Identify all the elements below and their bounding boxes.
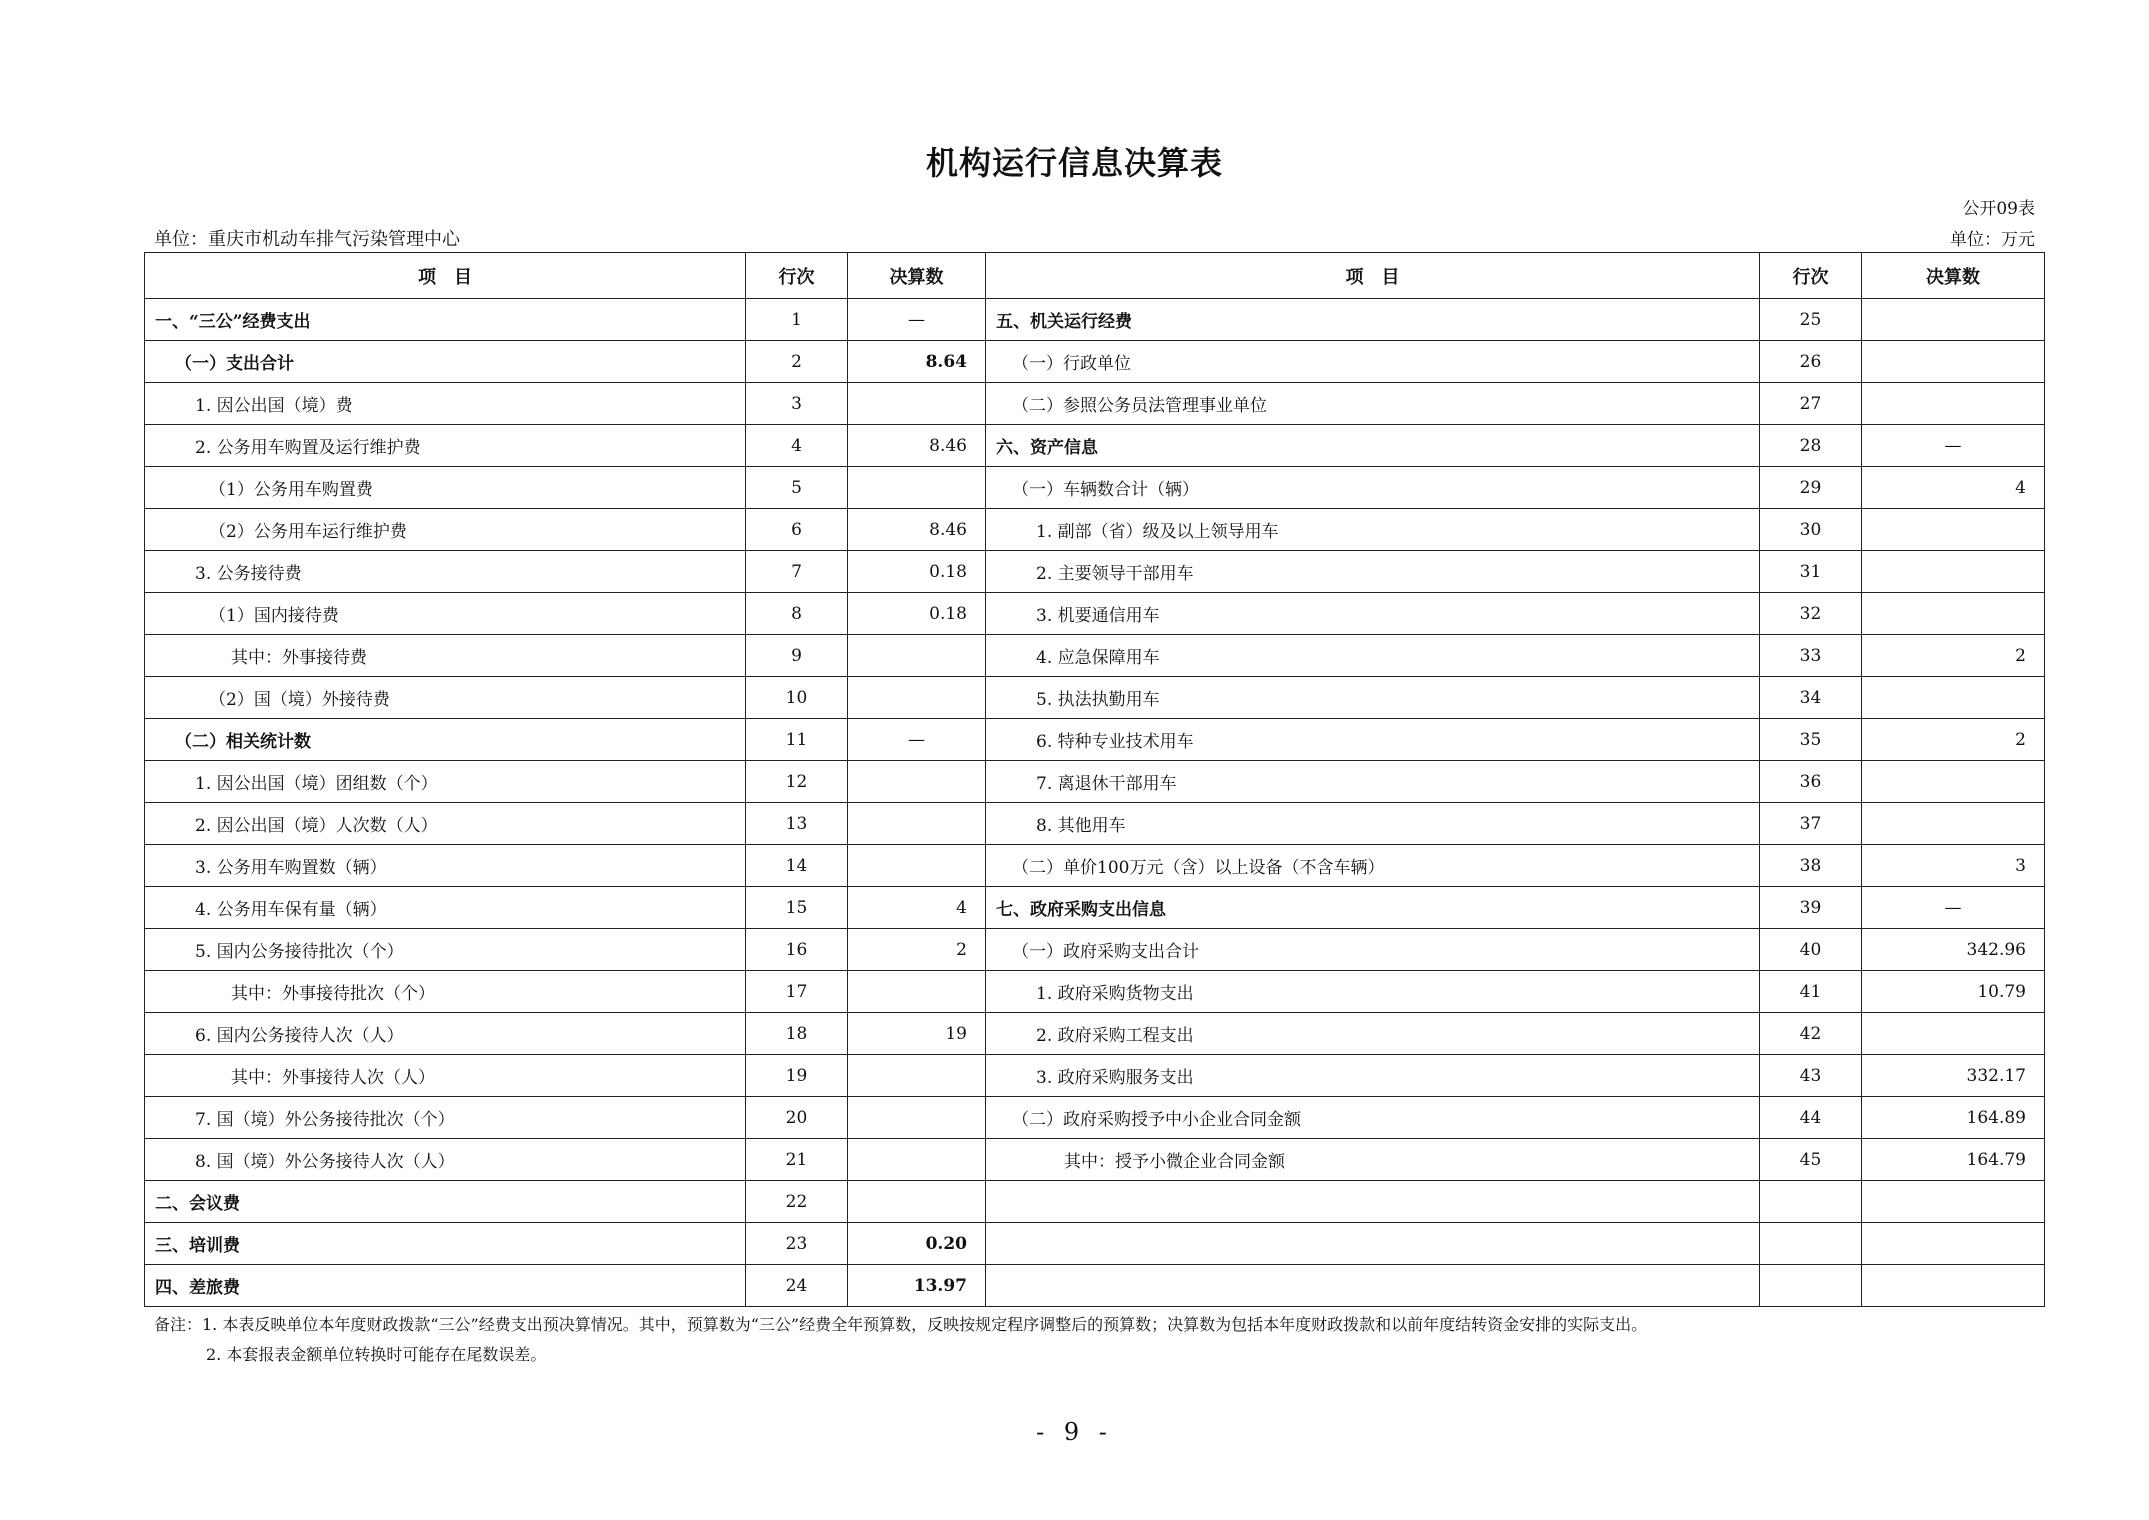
header-left-amount: 决算数 (848, 253, 986, 299)
left-amount-cell (848, 1097, 986, 1139)
table-row (145, 383, 2045, 425)
left-amount-cell: 19 (848, 1013, 986, 1055)
left-item-cell: 其中：外事接待人次（人） (145, 1055, 746, 1097)
right-item-cell: 2. 主要领导干部用车 (986, 551, 1760, 593)
right-row-number-cell (1760, 1265, 1862, 1307)
right-item-cell: （一）行政单位 (986, 341, 1760, 383)
right-amount-cell (1862, 1223, 2045, 1265)
table-row (145, 971, 2045, 1013)
left-amount-cell: 8.64 (848, 341, 986, 383)
left-row-number-cell: 21 (746, 1139, 848, 1181)
right-row-number-cell: 29 (1760, 467, 1862, 509)
left-item-cell: 8. 国（境）外公务接待人次（人） (145, 1139, 746, 1181)
right-item-cell: 6. 特种专业技术用车 (986, 719, 1760, 761)
left-item-cell: 1. 因公出国（境）费 (145, 383, 746, 425)
right-item-cell: 4. 应急保障用车 (986, 635, 1760, 677)
table-row (145, 1097, 2045, 1139)
note-2: 2. 本套报表金额单位转换时可能存在尾数误差。 (206, 1345, 547, 1364)
right-row-number-cell: 45 (1760, 1139, 1862, 1181)
left-amount-cell (848, 635, 986, 677)
table-row (145, 929, 2045, 971)
left-item-cell: 3. 公务用车购置数（辆） (145, 845, 746, 887)
right-row-number-cell: 37 (1760, 803, 1862, 845)
right-item-cell: （二）政府采购授予中小企业合同金额 (986, 1097, 1760, 1139)
left-item-cell: （1）公务用车购置费 (145, 467, 746, 509)
right-row-number-cell: 27 (1760, 383, 1862, 425)
table-row (145, 509, 2045, 551)
reporting-unit: 单位：重庆市机动车排气污染管理中心 (154, 229, 460, 250)
left-row-number-cell: 19 (746, 1055, 848, 1097)
header-right-item: 项 目 (986, 253, 1760, 299)
left-item-cell: 二、会议费 (145, 1181, 746, 1223)
left-item-cell: 一、“三公”经费支出 (145, 299, 746, 341)
left-row-number-cell: 17 (746, 971, 848, 1013)
left-row-number-cell: 13 (746, 803, 848, 845)
table-row (145, 425, 2045, 467)
left-row-number-cell: 4 (746, 425, 848, 467)
left-amount-cell (848, 761, 986, 803)
table-row (145, 635, 2045, 677)
left-row-number-cell: 12 (746, 761, 848, 803)
right-item-cell (986, 1265, 1760, 1307)
right-amount-cell (1862, 803, 2045, 845)
right-amount-cell: 2 (1862, 635, 2045, 677)
table-row (145, 299, 2045, 341)
left-amount-cell (848, 1055, 986, 1097)
right-row-number-cell: 42 (1760, 1013, 1862, 1055)
notes (154, 1310, 1647, 1370)
right-row-number-cell: 26 (1760, 341, 1862, 383)
left-item-cell: （一）支出合计 (145, 341, 746, 383)
right-row-number-cell: 44 (1760, 1097, 1862, 1139)
left-item-cell: 2. 公务用车购置及运行维护费 (145, 425, 746, 467)
left-amount-cell: 0.18 (848, 551, 986, 593)
left-row-number-cell: 2 (746, 341, 848, 383)
left-item-cell: （2）国（境）外接待费 (145, 677, 746, 719)
right-row-number-cell: 40 (1760, 929, 1862, 971)
right-amount-cell: — (1862, 425, 2045, 467)
right-row-number-cell: 39 (1760, 887, 1862, 929)
left-amount-cell: 0.20 (848, 1223, 986, 1265)
left-amount-cell (848, 803, 986, 845)
table-row (145, 1181, 2045, 1223)
table-row (145, 593, 2045, 635)
right-item-cell: 五、机关运行经费 (986, 299, 1760, 341)
left-amount-cell: — (848, 299, 986, 341)
table-row (145, 467, 2045, 509)
table-row (145, 761, 2045, 803)
note-1: 备注：1. 本表反映单位本年度财政拨款“三公”经费支出预决算情况。其中，预算数为“三公”经费全年预算数，反映按规定程序调整后的预算数；决算数为包括本年度财政拨款和以前年度结转资金安排的实际支出。 (154, 1315, 1648, 1334)
left-amount-cell: 8.46 (848, 425, 986, 467)
left-row-number-cell: 22 (746, 1181, 848, 1223)
right-amount-cell (1862, 341, 2045, 383)
right-amount-cell: 164.89 (1862, 1097, 2045, 1139)
table-row (145, 845, 2045, 887)
left-amount-cell (848, 1139, 986, 1181)
left-row-number-cell: 8 (746, 593, 848, 635)
left-amount-cell (848, 383, 986, 425)
left-row-number-cell: 10 (746, 677, 848, 719)
right-amount-cell: 2 (1862, 719, 2045, 761)
right-amount-cell (1862, 383, 2045, 425)
right-amount-cell: 342.96 (1862, 929, 2045, 971)
table-row (145, 1265, 2045, 1307)
left-item-cell: （2）公务用车运行维护费 (145, 509, 746, 551)
left-amount-cell (848, 971, 986, 1013)
right-item-cell: 1. 副部（省）级及以上领导用车 (986, 509, 1760, 551)
right-item-cell: （二）单价100万元（含）以上设备（不含车辆） (986, 845, 1760, 887)
right-amount-cell: 164.79 (1862, 1139, 2045, 1181)
left-item-cell: 3. 公务接待费 (145, 551, 746, 593)
left-row-number-cell: 18 (746, 1013, 848, 1055)
header-right-amount: 决算数 (1862, 253, 2045, 299)
left-row-number-cell: 3 (746, 383, 848, 425)
page-number: - 9 - (1036, 1418, 1113, 1446)
left-amount-cell (848, 1181, 986, 1223)
left-item-cell: （1）国内接待费 (145, 593, 746, 635)
right-amount-cell (1862, 1265, 2045, 1307)
header-left-row: 行次 (746, 253, 848, 299)
table-row (145, 1013, 2045, 1055)
left-amount-cell (848, 467, 986, 509)
left-item-cell: 5. 国内公务接待批次（个） (145, 929, 746, 971)
right-row-number-cell: 41 (1760, 971, 1862, 1013)
right-amount-cell (1862, 299, 2045, 341)
right-item-cell: （一）政府采购支出合计 (986, 929, 1760, 971)
left-row-number-cell: 24 (746, 1265, 848, 1307)
left-item-cell: （二）相关统计数 (145, 719, 746, 761)
left-item-cell: 三、培训费 (145, 1223, 746, 1265)
left-item-cell: 其中：外事接待批次（个） (145, 971, 746, 1013)
right-amount-cell (1862, 1181, 2045, 1223)
table-row (145, 803, 2045, 845)
left-item-cell: 其中：外事接待费 (145, 635, 746, 677)
right-amount-cell (1862, 677, 2045, 719)
left-row-number-cell: 20 (746, 1097, 848, 1139)
left-item-cell: 6. 国内公务接待人次（人） (145, 1013, 746, 1055)
right-item-cell: 1. 政府采购货物支出 (986, 971, 1760, 1013)
right-amount-cell (1862, 593, 2045, 635)
right-row-number-cell: 28 (1760, 425, 1862, 467)
right-amount-cell (1862, 509, 2045, 551)
right-item-cell (986, 1181, 1760, 1223)
right-item-cell: 8. 其他用车 (986, 803, 1760, 845)
right-amount-cell: 3 (1862, 845, 2045, 887)
left-item-cell: 2. 因公出国（境）人次数（人） (145, 803, 746, 845)
form-number: 公开09表 (1962, 199, 2035, 219)
table-row (145, 551, 2045, 593)
header-left-item: 项 目 (145, 253, 746, 299)
currency-unit: 单位：万元 (1950, 230, 2035, 250)
right-item-cell: 2. 政府采购工程支出 (986, 1013, 1760, 1055)
left-amount-cell: 2 (848, 929, 986, 971)
right-row-number-cell: 38 (1760, 845, 1862, 887)
left-row-number-cell: 7 (746, 551, 848, 593)
settlement-table (144, 252, 2045, 1307)
right-row-number-cell: 36 (1760, 761, 1862, 803)
table-row (145, 887, 2045, 929)
left-row-number-cell: 1 (746, 299, 848, 341)
left-row-number-cell: 9 (746, 635, 848, 677)
right-amount-cell: — (1862, 887, 2045, 929)
right-item-cell: 7. 离退休干部用车 (986, 761, 1760, 803)
left-row-number-cell: 14 (746, 845, 848, 887)
left-item-cell: 4. 公务用车保有量（辆） (145, 887, 746, 929)
right-row-number-cell: 43 (1760, 1055, 1862, 1097)
left-amount-cell: 8.46 (848, 509, 986, 551)
right-row-number-cell: 31 (1760, 551, 1862, 593)
left-amount-cell (848, 677, 986, 719)
right-row-number-cell: 34 (1760, 677, 1862, 719)
left-amount-cell: 13.97 (848, 1265, 986, 1307)
left-amount-cell: 0.18 (848, 593, 986, 635)
right-item-cell: 3. 机要通信用车 (986, 593, 1760, 635)
right-item-cell: 3. 政府采购服务支出 (986, 1055, 1760, 1097)
left-row-number-cell: 11 (746, 719, 848, 761)
left-amount-cell: — (848, 719, 986, 761)
right-item-cell: 六、资产信息 (986, 425, 1760, 467)
right-row-number-cell: 33 (1760, 635, 1862, 677)
right-item-cell: （一）车辆数合计（辆） (986, 467, 1760, 509)
header-right-row: 行次 (1760, 253, 1862, 299)
right-item-cell: （二）参照公务员法管理事业单位 (986, 383, 1760, 425)
left-item-cell: 7. 国（境）外公务接待批次（个） (145, 1097, 746, 1139)
right-row-number-cell: 25 (1760, 299, 1862, 341)
right-amount-cell: 10.79 (1862, 971, 2045, 1013)
table-row (145, 341, 2045, 383)
table-row (145, 719, 2045, 761)
left-row-number-cell: 5 (746, 467, 848, 509)
right-row-number-cell: 32 (1760, 593, 1862, 635)
right-amount-cell (1862, 761, 2045, 803)
right-item-cell (986, 1223, 1760, 1265)
right-amount-cell (1862, 551, 2045, 593)
left-amount-cell (848, 845, 986, 887)
page-title: 机构运行信息决算表 (925, 144, 1223, 182)
right-item-cell: 5. 执法执勤用车 (986, 677, 1760, 719)
left-row-number-cell: 23 (746, 1223, 848, 1265)
right-row-number-cell (1760, 1181, 1862, 1223)
right-amount-cell: 4 (1862, 467, 2045, 509)
right-amount-cell: 332.17 (1862, 1055, 2045, 1097)
right-row-number-cell: 30 (1760, 509, 1862, 551)
left-item-cell: 四、差旅费 (145, 1265, 746, 1307)
left-row-number-cell: 6 (746, 509, 848, 551)
table-row (145, 677, 2045, 719)
left-row-number-cell: 16 (746, 929, 848, 971)
right-row-number-cell: 35 (1760, 719, 1862, 761)
table-row (145, 1223, 2045, 1265)
right-row-number-cell (1760, 1223, 1862, 1265)
table-header-row (145, 253, 2045, 299)
table-row (145, 1055, 2045, 1097)
left-amount-cell: 4 (848, 887, 986, 929)
right-item-cell: 七、政府采购支出信息 (986, 887, 1760, 929)
right-item-cell: 其中：授予小微企业合同金额 (986, 1139, 1760, 1181)
left-item-cell: 1. 因公出国（境）团组数（个） (145, 761, 746, 803)
left-row-number-cell: 15 (746, 887, 848, 929)
table-row (145, 1139, 2045, 1181)
right-amount-cell (1862, 1013, 2045, 1055)
